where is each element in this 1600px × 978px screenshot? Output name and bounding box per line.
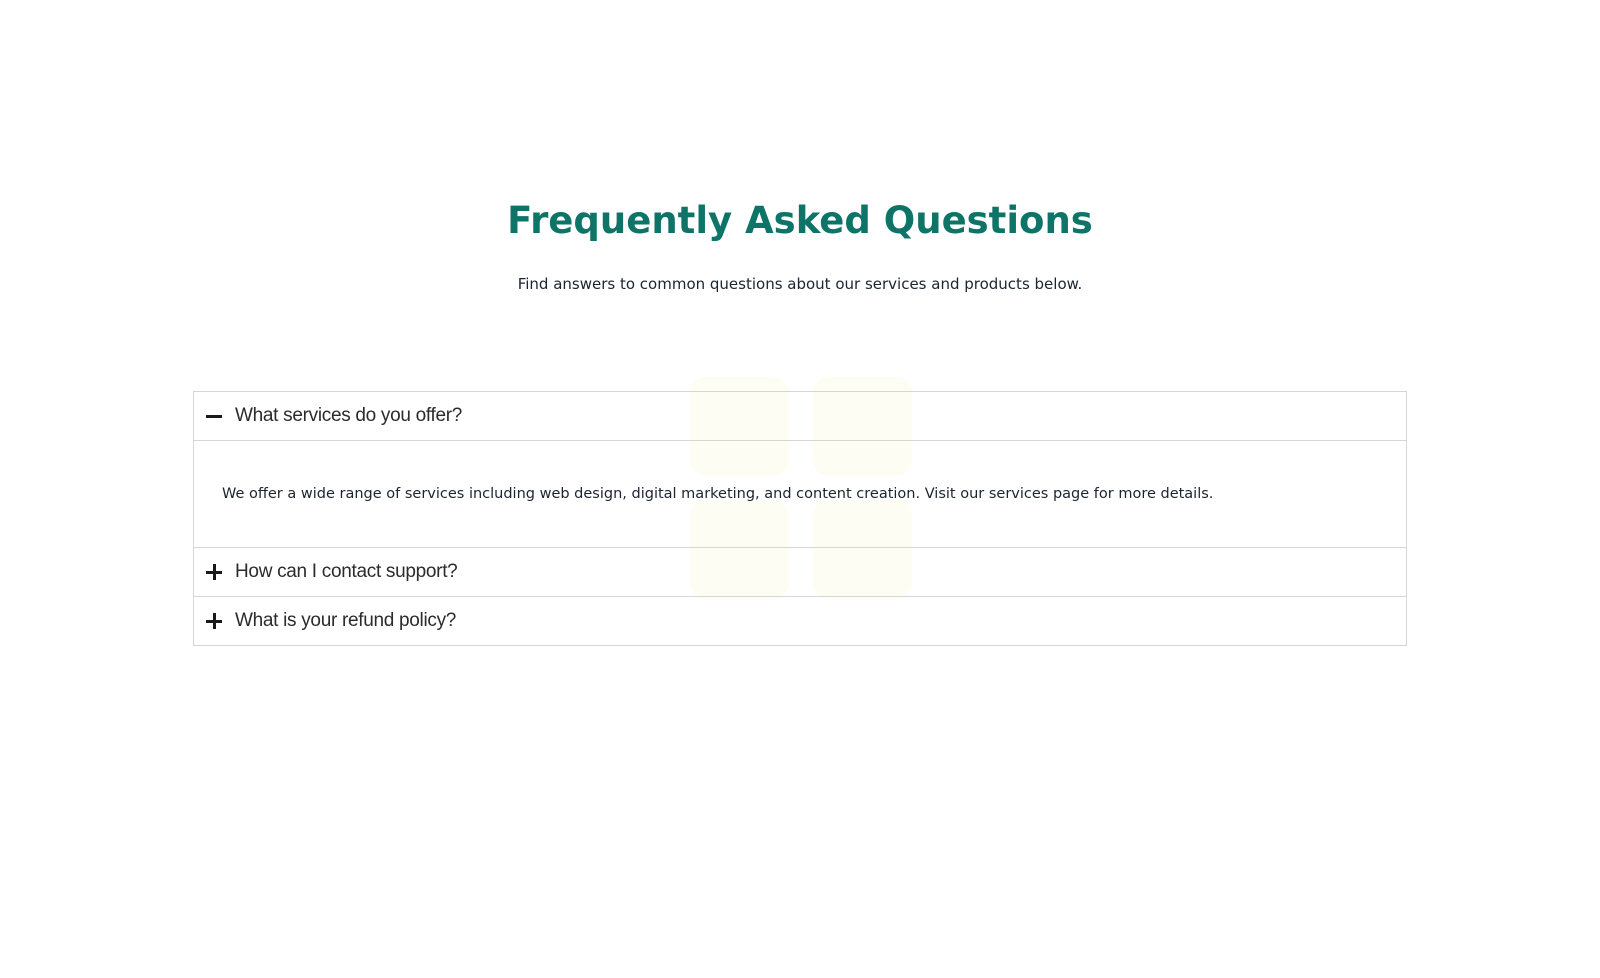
faq-question-text: What is your refund policy? [235, 610, 457, 631]
faq-question-text: How can I contact support? [235, 561, 458, 582]
page-title: Frequently Asked Questions [507, 199, 1093, 242]
minus-icon[interactable] [206, 408, 222, 424]
faq-item-services [194, 392, 1406, 547]
page-subtitle: Find answers to common questions about our services and products below. [517, 275, 1083, 293]
faq-accordion [193, 391, 1407, 646]
plus-icon[interactable] [206, 613, 222, 629]
faq-question-text: What services do you offer? [235, 405, 463, 426]
faq-question-toggle[interactable] [194, 392, 1406, 440]
faq-item-support [194, 547, 1406, 596]
faq-item-refund [194, 596, 1406, 645]
faq-question-toggle[interactable] [194, 597, 1406, 645]
faq-answer-text: We offer a wide range of services including web design, digital marketing, and content creation. Visit our services page for more details. [222, 486, 1214, 502]
faq-answer-panel [194, 440, 1406, 547]
plus-icon[interactable] [206, 564, 222, 580]
faq-question-toggle[interactable] [194, 548, 1406, 596]
